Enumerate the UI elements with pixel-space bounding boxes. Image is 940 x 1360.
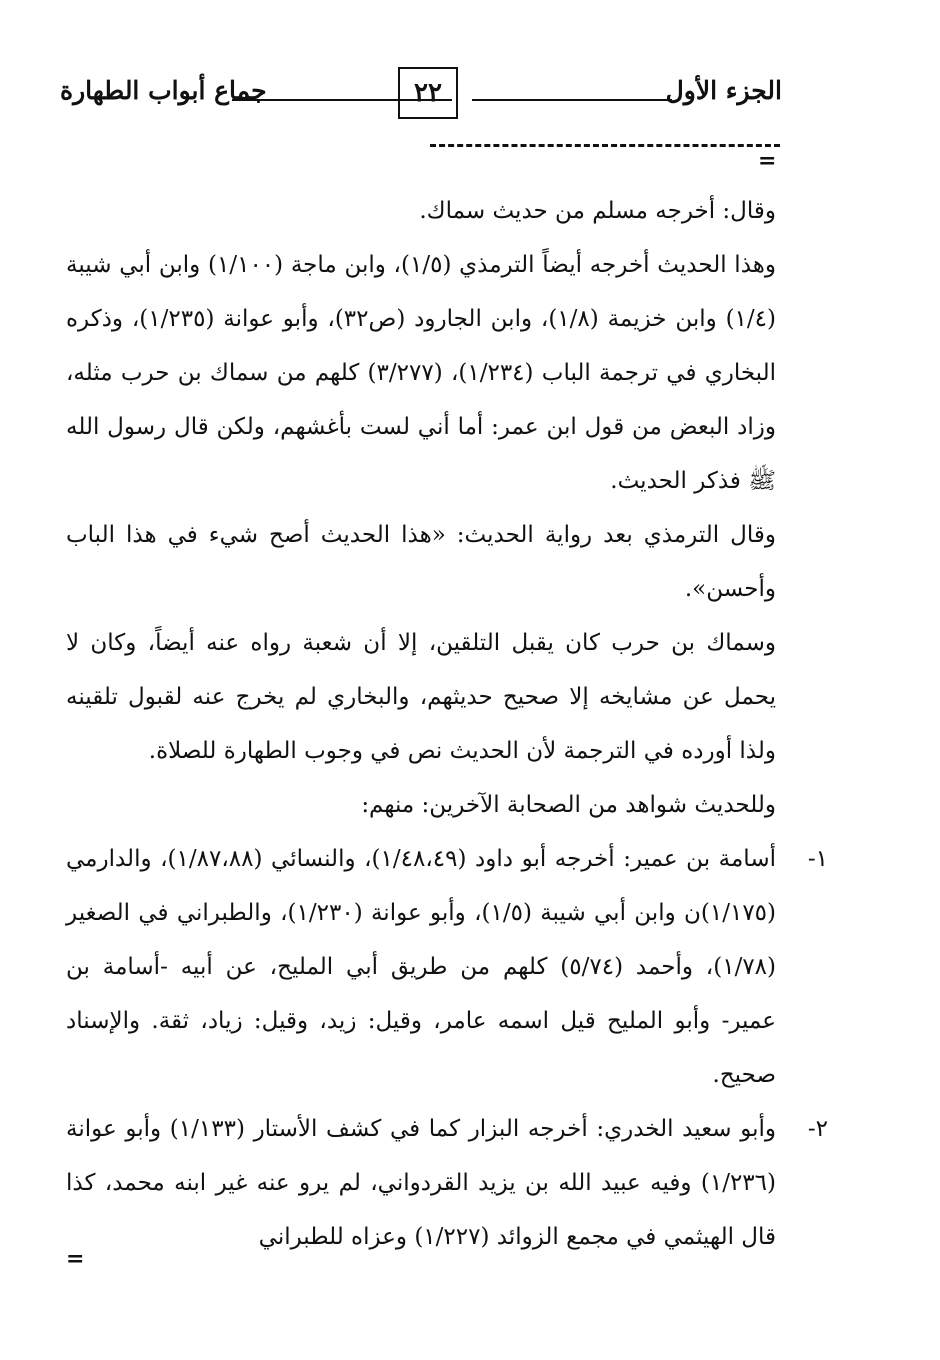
- page-header: [60, 62, 782, 122]
- chapter-title: جماع أبواب الطهارة: [60, 76, 267, 105]
- list-item-number: ٢-: [807, 1116, 828, 1142]
- page-number-box: ٢٢: [398, 67, 458, 119]
- volume-title: الجزء الأول: [665, 76, 782, 105]
- paragraph: وقال: أخرجه مسلم من حديث سماك.: [419, 198, 776, 224]
- list-item: [66, 832, 828, 1102]
- list-item-text: أسامة بن عمير: أخرجه أبو داود (١/٤٨،٤٩)، والنسائي (١/٨٧،٨٨)، والدارمي (١/١٧٥)ن وابن أبي شيبة (١/٥)، وأبو عوانة (١/٢٣٠)، والطبراني في الصغير (١/٧٨)، وأحمد (٥/٧٤) كلهم من طريق أبي المليح، عن أبيه -أسامة بن عمير- وأبو المليح قيل اسمه عامر، وقيل: زيد، وقيل: زياد، ثقة. والإسناد صحيح.: [66, 846, 777, 1088]
- continuation-mark-bottom: =: [66, 1246, 85, 1272]
- paragraph: وللحديث شواهد من الصحابة الآخرين: منهم:: [361, 792, 776, 818]
- list-item: [66, 1102, 828, 1264]
- paragraph: وسماك بن حرب كان يقبل التلقين، إلا أن شعبة رواه عنه أيضاً، وكان لا يحمل عن مشايخه إلا صحيح حديثهم، والبخاري لم يخرج عنه لقبول تلقينه ولذا أورده في الترجمة لأن الحديث نص في وجوب الطهارة للصلاة.: [66, 630, 776, 764]
- list-item-number: ١-: [807, 846, 828, 872]
- paragraph: وهذا الحديث أخرجه أيضاً الترمذي (١/٥)، وابن ماجة (١/١٠٠) وابن أبي شيبة (١/٤) وابن خزيمة (١/٨)، وابن الجارود (ص٣٢)، وأبو عوانة (١/٢٣٥)، وذكره البخاري في ترجمة الباب (١/٢٣٤)، (٣/٢٧٧) كلهم من سماك بن حرب مثله، وزاد البعض من قول ابن عمر: أما أني لست بأغشهم، ولكن قال رسول الله ﷺ فذكر الحديث.: [66, 252, 777, 494]
- page-body: [66, 184, 828, 1264]
- continuation-mark-top: =: [758, 148, 777, 174]
- list-item-text: وأبو سعيد الخدري: أخرجه البزار كما في كشف الأستار (١/١٣٣) وأبو عوانة (١/٢٣٦) وفيه عبيد الله بن يزيد القردواني، لم يرو عنه غير ابنه محمد، كذا قال الهيثمي في مجمع الزوائد (١/٢٢٧) وعزاه للطبراني: [66, 1116, 776, 1250]
- header-dashed-divider: [430, 144, 780, 147]
- paragraph: وقال الترمذي بعد رواية الحديث: «هذا الحديث أصح شيء في هذا الباب وأحسن».: [66, 522, 776, 602]
- header-rule-right: [472, 99, 672, 101]
